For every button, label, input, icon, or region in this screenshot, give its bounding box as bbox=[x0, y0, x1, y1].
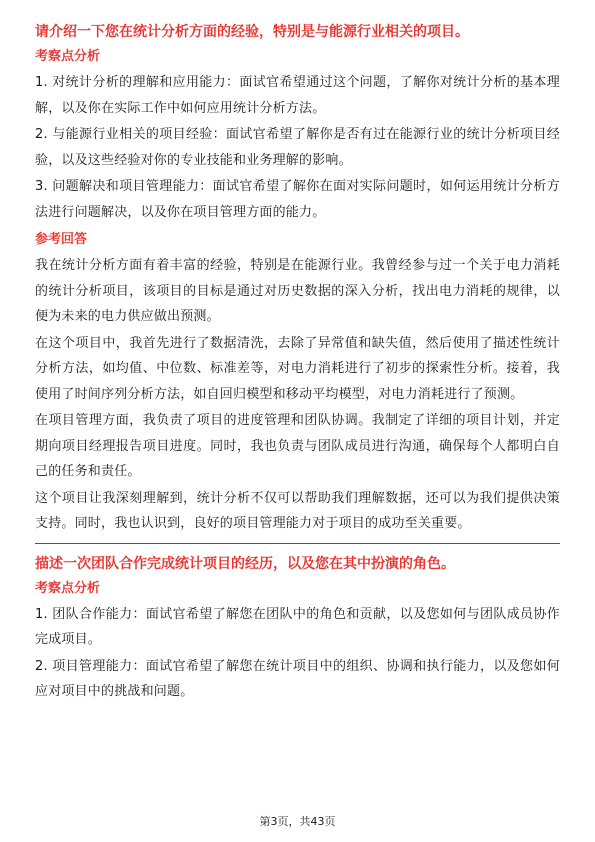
page-content bbox=[35, 22, 560, 706]
analysis-item: 1. 团队合作能力：面试官希望了解您在团队中的角色和贡献，以及您如何与团队成员协作完成项目。 bbox=[35, 606, 560, 647]
analysis-item: 2. 与能源行业相关的项目经验：面试官希望了解你是否有过在能源行业的统计分析项目经验，以及这些经验对你的专业技能和业务理解的影响。 bbox=[35, 127, 560, 168]
answer-paragraph: 我在统计分析方面有着丰富的经验，特别是在能源行业。我曾经参与过一个关于电力消耗的统计分析项目，该项目的目标是通过对历史数据的深入分析，找出电力消耗的规律，以便为未来的电力供应做出预测。 bbox=[35, 258, 560, 324]
analysis-title: 考察点分析 bbox=[35, 580, 101, 596]
answer-paragraph: 在项目管理方面，我负责了项目的进度管理和团队协调。我制定了详细的项目计划，并定期向项目经理报告项目进度。同时，我也负责与团队成员进行沟通，确保每个人都明白自己的任务和责任。 bbox=[35, 413, 560, 479]
analysis-item: 1. 对统计分析的理解和应用能力：面试官希望通过这个问题，了解你对统计分析的基本理解，以及你在实际工作中如何应用统计分析方法。 bbox=[35, 75, 560, 116]
question-heading: 请介绍一下您在统计分析方面的经验，特别是与能源行业相关的项目。 bbox=[35, 24, 469, 40]
section-divider bbox=[35, 543, 560, 544]
analysis-item: 3. 问题解决和项目管理能力：面试官希望了解你在面对实际问题时，如何运用统计分析方法进行问题解决，以及你在项目管理方面的能力。 bbox=[35, 179, 560, 220]
answer-paragraph: 在这个项目中，我首先进行了数据清洗，去除了异常值和缺失值，然后使用了描述性统计分析方法，如均值、中位数、标准差等，对电力消耗进行了初步的探索性分析。接着，我使用了时间序列分析方法，如自回归模型和移动平均模型，对电力消耗进行了预测。 bbox=[35, 335, 560, 402]
qa-block-2 bbox=[35, 554, 560, 705]
question-heading: 描述一次团队合作完成统计项目的经历，以及您在其中扮演的角色。 bbox=[35, 555, 455, 572]
analysis-title: 考察点分析 bbox=[35, 49, 101, 64]
analysis-item: 2. 项目管理能力：面试官希望了解您在统计项目中的组织、协调和执行能力，以及您如何应对项目中的挑战和问题。 bbox=[35, 658, 560, 699]
page-number-footer: 第3页，共43页 bbox=[259, 815, 336, 828]
qa-block-1 bbox=[35, 22, 560, 537]
answer-paragraph: 这个项目让我深刻理解到，统计分析不仅可以帮助我们理解数据，还可以为我们提供决策支持。同时，我也认识到，良好的项目管理能力对于项目的成功至关重要。 bbox=[35, 490, 560, 531]
answer-title: 参考回答 bbox=[35, 232, 88, 247]
